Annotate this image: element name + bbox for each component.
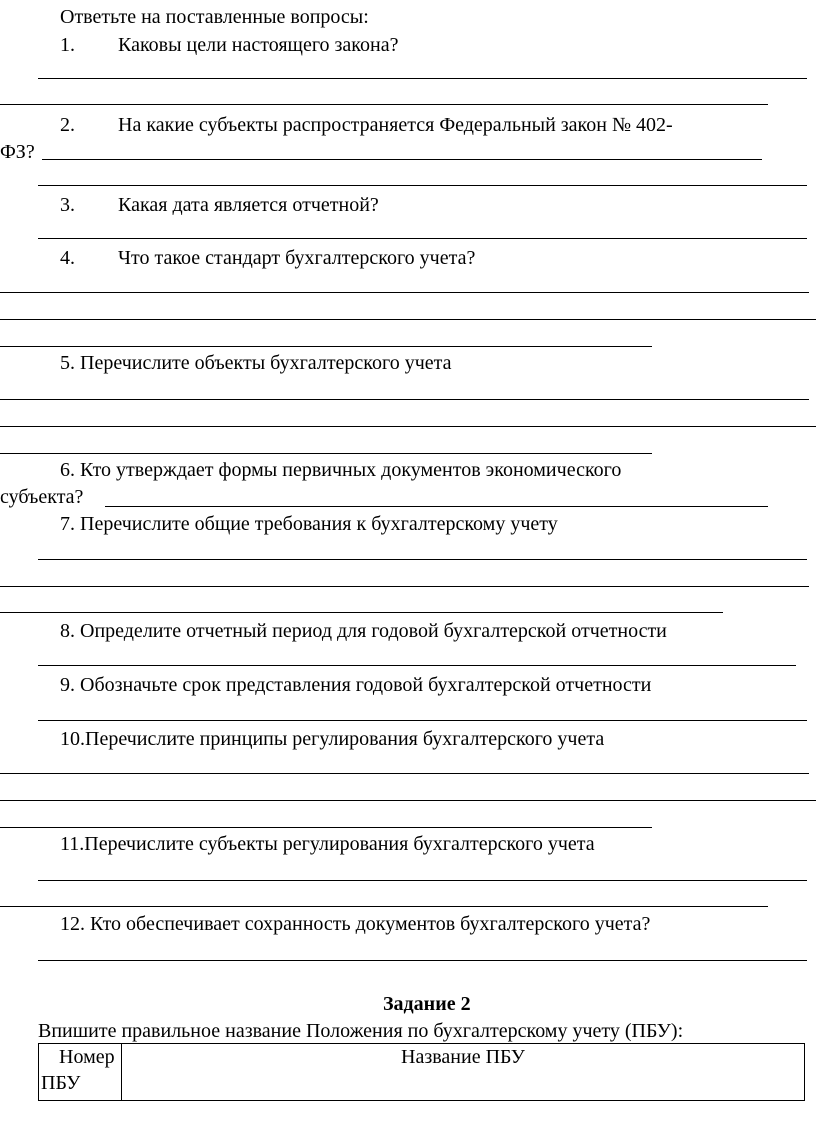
answer-line [105,506,768,507]
answer-line [0,453,652,454]
question-6-text: 6. Кто утверждает формы первичных документов экономического [60,459,622,481]
answer-line [38,665,796,666]
answer-line [0,292,809,293]
answer-line [38,78,807,79]
answer-line [0,399,809,400]
question-3-text: Какая дата является отчетной? [118,194,379,216]
answer-line [0,800,816,801]
question-12-text: 12. Кто обеспечивает сохранность документов бухгалтерского учета? [60,913,651,935]
question-5-text: 5. Перечислите объекты бухгалтерского учета [60,352,452,374]
question-11-text: 11.Перечислите субъекты регулирования бухгалтерского учета [60,833,595,855]
answer-line [38,720,807,721]
question-3-number: 3. [60,194,75,216]
table-row [39,1044,805,1101]
intro-text: Ответьте на поставленные вопросы: [60,6,369,28]
question-6-text-cont: субъекта? [0,486,84,508]
question-8-text: 8. Определите отчетный период для годовой бухгалтерской отчетности [60,620,667,642]
task2-instruction: Впишите правильное название Положения по бухгалтерскому учету (ПБУ): [38,1020,684,1042]
answer-line [38,185,807,186]
answer-line [38,960,807,961]
answer-line [0,319,816,320]
question-4-number: 4. [60,247,75,269]
question-2-text-cont: ФЗ? [0,141,35,163]
answer-line [0,426,816,427]
question-9-text: 9. Обозначьте срок представления годовой бухгалтерской отчетности [60,674,652,696]
answer-line [0,612,723,613]
pbu-number-header [39,1044,122,1101]
answer-line [38,880,807,881]
question-10-text: 10.Перечислите принципы регулирования бухгалтерского учета [60,728,605,750]
question-2-number: 2. [60,114,75,136]
pbu-name-header: Название ПБУ [122,1044,805,1101]
pbu-number-header-line2: ПБУ [41,1072,81,1094]
answer-line [0,104,768,105]
pbu-table [38,1043,805,1101]
task2-title: Задание 2 [383,993,471,1015]
answer-line [38,559,807,560]
question-1-text: Каковы цели настоящего закона? [118,34,399,56]
question-1-number: 1. [60,34,75,56]
answer-line [0,827,652,828]
question-7-text: 7. Перечислите общие требования к бухгалтерскому учету [60,513,558,535]
answer-line [42,159,762,160]
pbu-number-header-line1: Номер [59,1046,115,1068]
question-2-text: На какие субъекты распространяется Федеральный закон № 402- [118,114,673,136]
answer-line [0,906,768,907]
answer-line [0,346,652,347]
question-4-text: Что такое стандарт бухгалтерского учета? [118,247,476,269]
answer-line [0,586,809,587]
answer-line [0,773,809,774]
answer-line [38,238,807,239]
